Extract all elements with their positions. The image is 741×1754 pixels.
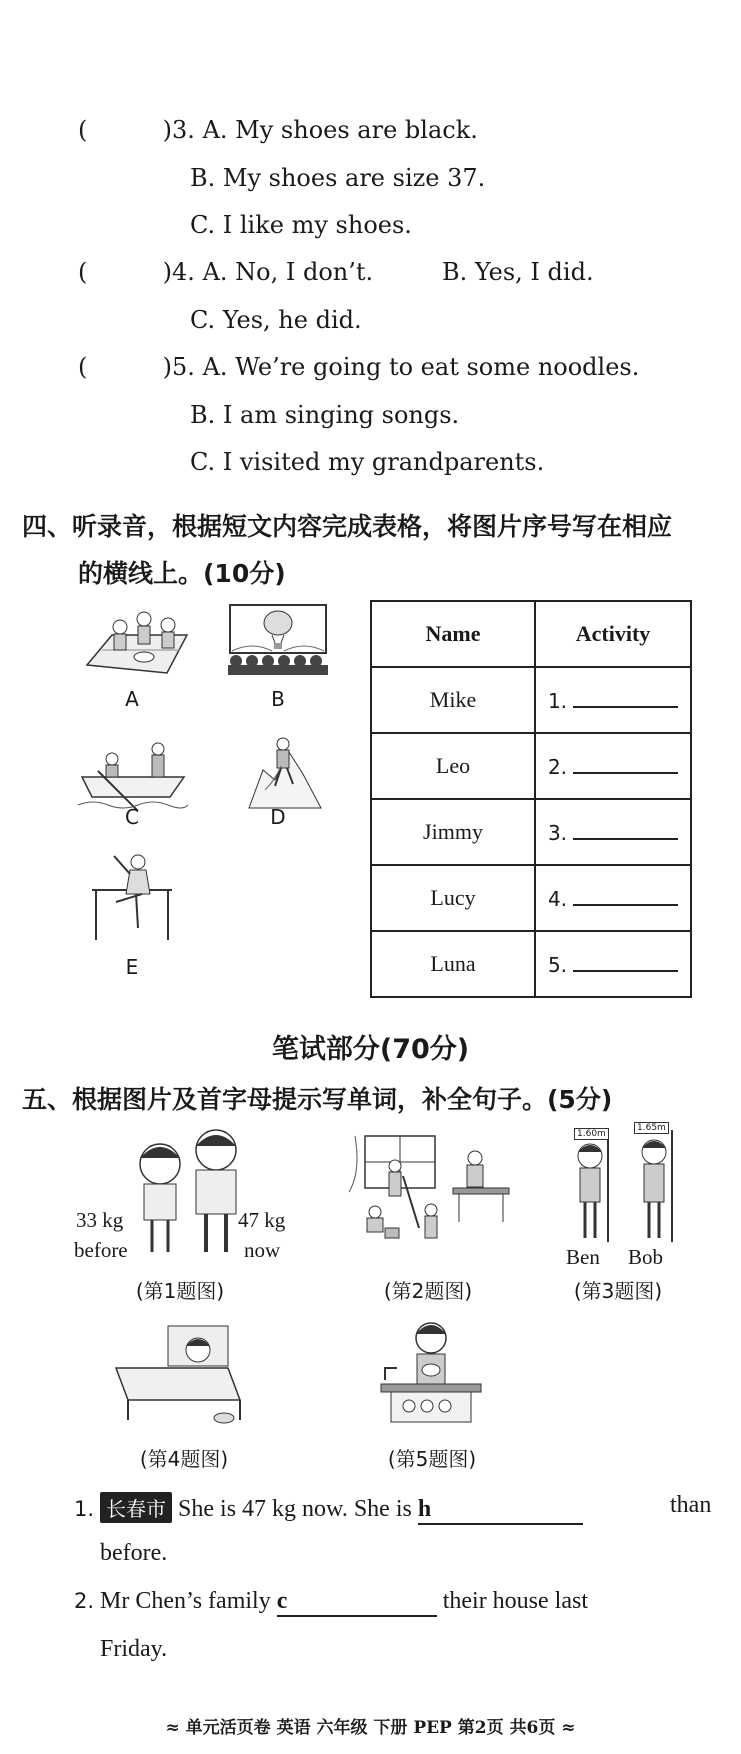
answer-paren-close: ) — [162, 353, 173, 381]
sentence1-row — [74, 1492, 583, 1525]
q5-row — [78, 353, 639, 381]
part4-instruction-line2: 的横线上。(10分) — [78, 559, 286, 588]
sentence1-line2: before. — [100, 1540, 168, 1566]
rowing-boat-picture — [78, 735, 188, 815]
written-section-heading: 笔试部分(70分) — [271, 1034, 470, 1065]
height-tag-ben: 1.60m — [574, 1128, 609, 1140]
row-name: Jimmy — [371, 799, 535, 865]
table-row — [371, 799, 691, 865]
answer-paren-open[interactable]: ( — [78, 116, 88, 144]
weight-girls-picture — [128, 1128, 248, 1258]
picture-label-a: A — [125, 687, 139, 711]
sentence2-text-before: Mr Chen’s family — [100, 1588, 271, 1614]
q5-option-a: A. We’re going to eat some noodles. — [202, 353, 640, 381]
table-row — [371, 733, 691, 799]
picture-label-d: D — [270, 805, 286, 829]
picture-label-b: B — [271, 687, 285, 711]
figure4-caption: (第4题图) — [139, 1447, 229, 1471]
house-cleaning-picture — [345, 1132, 515, 1252]
q4-number: 4. — [172, 258, 195, 286]
height-boys-picture — [560, 1126, 680, 1246]
row-name: Luna — [371, 931, 535, 997]
sentence2-line2: Friday. — [100, 1636, 168, 1662]
q5-option-b: B. I am singing songs. — [190, 401, 460, 429]
q4-row — [78, 258, 373, 286]
sentence1-number: 1. — [74, 1497, 95, 1521]
sentence1-text-after: than — [670, 1492, 712, 1518]
sick-in-bed-picture — [108, 1320, 248, 1426]
q5-option-c: C. I visited my grandparents. — [190, 448, 545, 476]
q5-number: 5. — [172, 353, 195, 381]
picnic-picture — [82, 605, 192, 677]
row-activity-blank[interactable]: 1. — [535, 667, 691, 733]
picture-label-e: E — [125, 955, 139, 979]
region-badge: 长春市 — [100, 1492, 172, 1523]
q3-option-c: C. I like my shoes. — [190, 211, 412, 239]
answer-paren-open[interactable]: ( — [78, 353, 88, 381]
q3-row — [78, 116, 478, 144]
sentence1-blank[interactable]: h — [418, 1496, 583, 1525]
answer-paren-open[interactable]: ( — [78, 258, 88, 286]
part5-instruction: 五、根据图片及首字母提示写单词，补全句子。(5分) — [22, 1085, 613, 1114]
figure1-caption: (第1题图) — [135, 1279, 225, 1303]
picture-label-c: C — [125, 805, 139, 829]
table-row — [371, 865, 691, 931]
table-row — [371, 931, 691, 997]
washing-dishes-picture — [375, 1318, 485, 1428]
q3-number: 3. — [172, 116, 195, 144]
sentence2-number: 2. — [74, 1589, 95, 1613]
column-header-activity: Activity — [535, 601, 691, 667]
answer-paren-close: ) — [162, 116, 173, 144]
q4-option-c: C. Yes, he did. — [190, 306, 362, 334]
sentence1-text-before: She is 47 kg now. She is — [178, 1496, 412, 1522]
name-ben: Ben — [566, 1245, 600, 1269]
column-header-name: Name — [371, 601, 535, 667]
row-activity-blank[interactable]: 4. — [535, 865, 691, 931]
q3-option-b: B. My shoes are size 37. — [190, 164, 486, 192]
cinema-picture — [222, 603, 334, 677]
answer-paren-close: ) — [162, 258, 173, 286]
sentence2-row — [74, 1588, 588, 1617]
row-activity-blank[interactable]: 5. — [535, 931, 691, 997]
activity-table — [370, 600, 692, 998]
row-activity-blank[interactable]: 2. — [535, 733, 691, 799]
figure3-caption: (第3题图) — [573, 1279, 663, 1303]
q4-option-b: B. Yes, I did. — [442, 258, 594, 286]
table-header-row — [371, 601, 691, 667]
row-name: Leo — [371, 733, 535, 799]
row-activity-blank[interactable]: 3. — [535, 799, 691, 865]
sentence2-blank[interactable]: c — [277, 1588, 437, 1617]
row-name: Lucy — [371, 865, 535, 931]
height-tag-bob: 1.65m — [634, 1122, 669, 1134]
q3-option-a: A. My shoes are black. — [202, 116, 478, 144]
weight-before-label: before — [74, 1238, 128, 1262]
climbing-picture — [245, 730, 325, 810]
part4-instruction-line1: 四、听录音，根据短文内容完成表格，将图片序号写在相应 — [22, 512, 673, 541]
ballet-picture — [86, 850, 176, 942]
name-bob: Bob — [628, 1245, 664, 1269]
figure2-caption: (第2题图) — [383, 1279, 473, 1303]
figure5-caption: (第5题图) — [387, 1447, 477, 1471]
page-footer: ≈ 单元活页卷 英语 六年级 下册 PEP 第2页 共6页 ≈ — [165, 1718, 576, 1738]
weight-now-value: 47 kg — [238, 1208, 286, 1232]
sentence2-text-after: their house last — [442, 1588, 589, 1614]
weight-now-label: now — [244, 1238, 281, 1262]
row-name: Mike — [371, 667, 535, 733]
table-row — [371, 667, 691, 733]
q4-option-a: A. No, I don’t. — [202, 258, 374, 286]
weight-before-value: 33 kg — [76, 1208, 124, 1232]
